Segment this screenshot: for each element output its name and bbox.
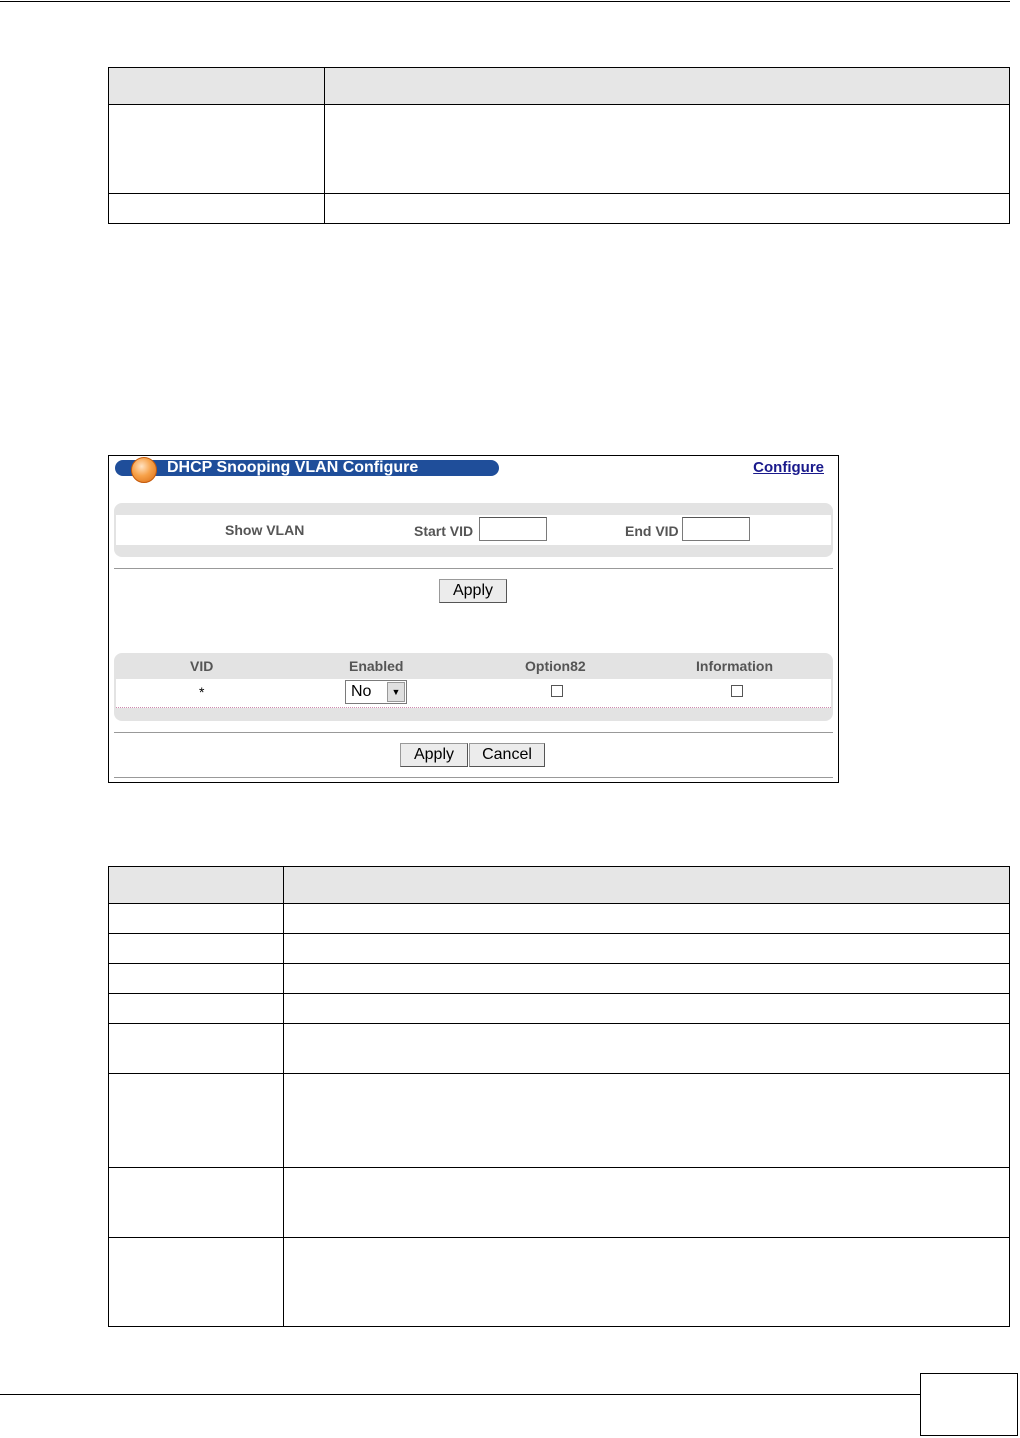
divider bbox=[114, 777, 833, 778]
page-number-box bbox=[920, 1373, 1018, 1436]
end-vid-input[interactable] bbox=[682, 517, 750, 541]
column-header-vid: VID bbox=[190, 658, 214, 674]
information-checkbox[interactable] bbox=[731, 685, 743, 697]
table-row bbox=[109, 194, 1010, 224]
page-title: DHCP Snooping VLAN Configure bbox=[167, 459, 419, 476]
page-footer-rule bbox=[0, 1394, 920, 1395]
panel-title-bar bbox=[115, 460, 499, 476]
table-row bbox=[109, 904, 1010, 934]
start-vid-input[interactable] bbox=[479, 517, 547, 541]
table-row bbox=[109, 1074, 1010, 1168]
enabled-select-value: No bbox=[351, 683, 372, 700]
option82-checkbox[interactable] bbox=[551, 685, 563, 697]
upper-doc-table bbox=[108, 67, 1010, 224]
table-row bbox=[109, 105, 1010, 194]
show-vlan-label: Show VLAN bbox=[225, 522, 305, 538]
divider bbox=[114, 568, 833, 569]
vlan-row bbox=[116, 679, 831, 708]
table-header-row bbox=[109, 68, 1010, 105]
start-vid-label: Start VID bbox=[414, 523, 474, 539]
configure-link[interactable]: Configure bbox=[753, 459, 824, 476]
table-row bbox=[109, 994, 1010, 1024]
chevron-down-icon[interactable]: ▼ bbox=[387, 682, 405, 702]
enabled-select[interactable] bbox=[345, 680, 407, 704]
row-vid: * bbox=[199, 684, 205, 700]
cancel-button[interactable]: Cancel bbox=[469, 743, 545, 767]
page-header-rule bbox=[0, 1, 1010, 2]
table-row bbox=[109, 934, 1010, 964]
divider bbox=[114, 732, 833, 733]
table-row bbox=[109, 1168, 1010, 1238]
apply-button-top[interactable]: Apply bbox=[439, 579, 507, 603]
column-header-information: Information bbox=[696, 658, 773, 674]
lower-doc-table bbox=[108, 866, 1010, 1327]
column-header-enabled: Enabled bbox=[349, 658, 404, 674]
table-row bbox=[109, 1238, 1010, 1327]
apply-button[interactable]: Apply bbox=[400, 743, 468, 767]
column-header-option82: Option82 bbox=[525, 658, 586, 674]
table-row bbox=[109, 1024, 1010, 1074]
table-header-row bbox=[109, 867, 1010, 904]
end-vid-label: End VID bbox=[625, 523, 679, 539]
dhcp-snooping-vlan-panel bbox=[108, 455, 839, 783]
orb-icon bbox=[131, 457, 157, 483]
table-row bbox=[109, 964, 1010, 994]
